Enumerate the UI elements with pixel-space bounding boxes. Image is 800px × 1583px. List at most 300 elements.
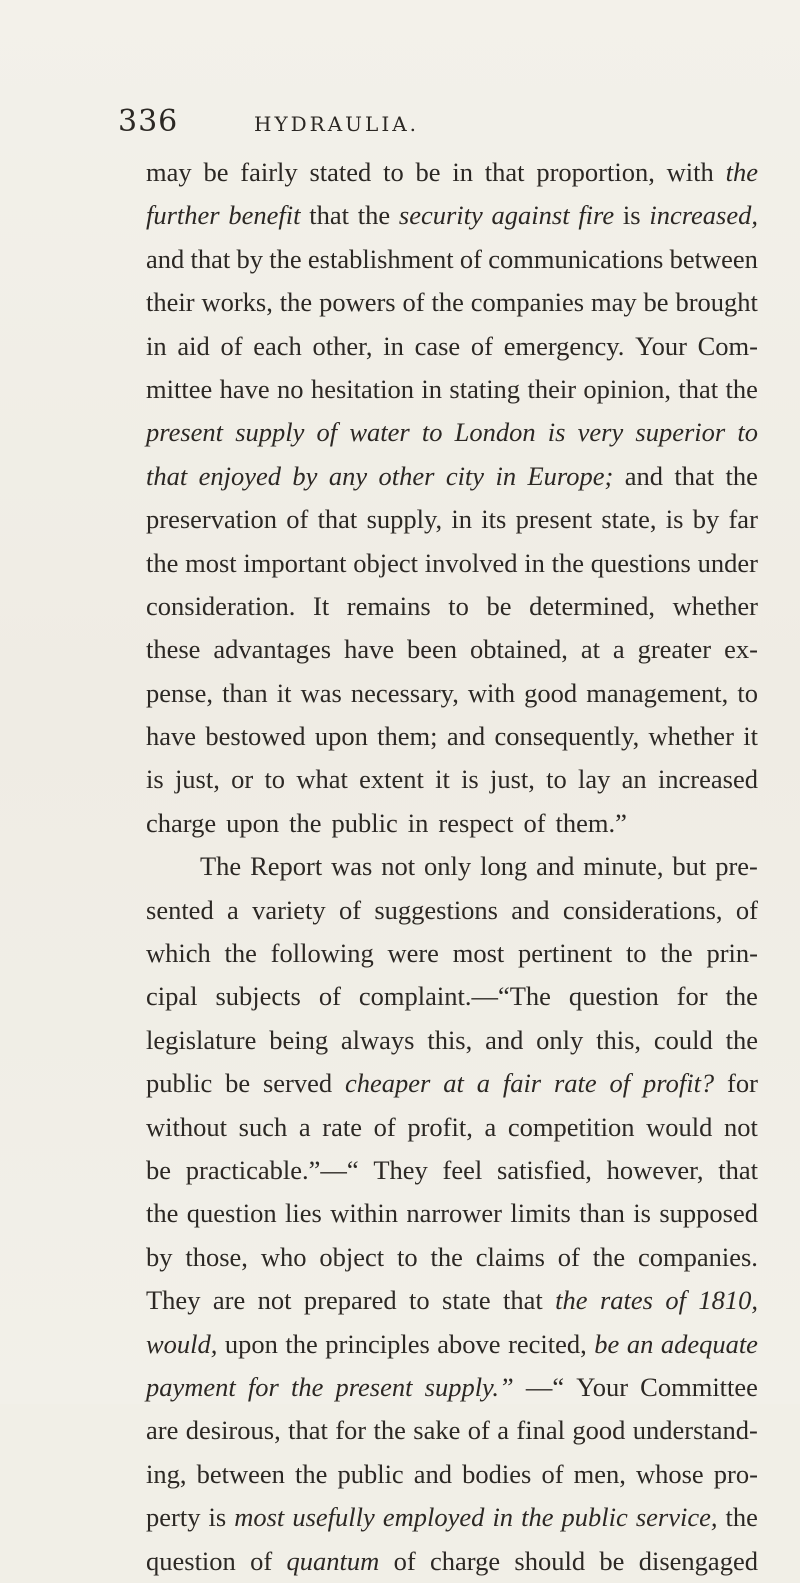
word: it (276, 677, 292, 708)
word: rate (553, 1068, 597, 1099)
word: present (515, 504, 593, 535)
word: the (725, 373, 758, 404)
word: men, (573, 1458, 626, 1489)
word: to (737, 417, 758, 448)
word: the (290, 1371, 324, 1402)
word: superior (635, 417, 726, 448)
word: minute, (583, 851, 664, 882)
word: is (622, 200, 641, 231)
word: feel (442, 1154, 483, 1185)
word: remains (346, 590, 431, 621)
word: supply.” (424, 1371, 514, 1402)
word: by (236, 243, 264, 274)
text-line (146, 1149, 758, 1192)
word: those, (185, 1241, 248, 1272)
word: public (561, 1502, 628, 1533)
word: increased (657, 764, 758, 795)
word: be (594, 1328, 620, 1359)
word: that (718, 1154, 758, 1185)
word: determined, (529, 590, 655, 621)
word: mittee (146, 373, 213, 404)
word: long (480, 851, 528, 882)
word: each (253, 330, 302, 361)
word: their (146, 287, 195, 318)
word: between (669, 243, 758, 274)
word: works, (201, 287, 273, 318)
word: such (238, 1111, 288, 1142)
word: without (146, 1111, 227, 1142)
word: other, (312, 330, 373, 361)
word: for (247, 1371, 279, 1402)
word: be (225, 1068, 251, 1099)
word: and (536, 851, 575, 882)
word: under (697, 547, 758, 578)
word: of (373, 1111, 396, 1142)
word: quantum (286, 1545, 380, 1576)
word: case (414, 330, 461, 361)
word: proportion, (536, 157, 655, 187)
text-line (146, 628, 758, 671)
word: most (234, 1502, 285, 1533)
word: in (146, 330, 167, 361)
word: lay (578, 764, 611, 795)
word: subjects (215, 981, 301, 1012)
word: against (491, 200, 570, 231)
word: the (725, 460, 758, 491)
word: a (497, 1415, 510, 1446)
word: of (402, 287, 425, 318)
word: for (335, 1415, 367, 1446)
word: to (625, 938, 647, 969)
word: a (484, 1111, 497, 1142)
word: pre- (715, 851, 758, 882)
word: most (452, 938, 505, 969)
body-text (146, 151, 758, 1583)
word: Committee (640, 1371, 758, 1402)
word: the (725, 1024, 758, 1055)
word: the (224, 938, 257, 969)
word: the (592, 1241, 626, 1272)
word: no (277, 373, 304, 404)
word: fair (502, 1068, 542, 1099)
word: brought (675, 287, 758, 318)
word: their (527, 373, 577, 404)
word: limits (510, 1198, 571, 1229)
word: that (309, 200, 349, 231)
word: of (338, 894, 362, 925)
word: practicable.”—“ (185, 1154, 359, 1185)
word: of (609, 1068, 631, 1099)
word: most (185, 547, 237, 578)
word: present (146, 417, 224, 448)
word: perty (146, 1502, 201, 1533)
word: the (357, 200, 391, 231)
word: They (146, 1285, 201, 1316)
word: be (415, 157, 441, 187)
word: whether (672, 590, 758, 621)
word: state, (601, 504, 657, 535)
word: in (407, 807, 429, 838)
text-line (146, 1366, 758, 1409)
word: legislature (146, 1024, 257, 1055)
word: rates (599, 1285, 653, 1316)
word: cipal (146, 981, 198, 1012)
word: benefit (228, 200, 301, 231)
word: upon (224, 1328, 278, 1359)
word: public (146, 1068, 213, 1099)
word: at (443, 1068, 464, 1099)
word: opinion, (583, 373, 672, 404)
word: to (383, 157, 404, 187)
text-line (146, 975, 758, 1018)
text-line (146, 1409, 758, 1452)
word: that (146, 460, 188, 491)
running-head: HYDRAULIA. (254, 112, 420, 136)
word: Your (635, 330, 687, 361)
word: enjoyed (198, 460, 282, 491)
word: the (725, 1502, 758, 1533)
word: not (257, 1285, 292, 1316)
word: pro- (713, 1458, 758, 1489)
text-line (146, 281, 758, 324)
word: fire (578, 200, 615, 231)
word: a (227, 894, 239, 925)
page-number: 336 (118, 104, 179, 139)
word: supposed (659, 1198, 758, 1229)
word: this, (596, 1024, 642, 1055)
word: this, (427, 1024, 473, 1055)
word: to (448, 590, 469, 621)
word: it (435, 764, 450, 795)
word: city (445, 460, 485, 491)
word: that (484, 157, 525, 187)
word: the (555, 1285, 588, 1316)
word: the (373, 1415, 406, 1446)
word: involved (424, 547, 518, 578)
text-line (146, 238, 758, 281)
word: by (292, 460, 318, 491)
word: in (524, 547, 545, 578)
word: be (486, 590, 512, 621)
text-line (146, 585, 758, 628)
word: were (387, 938, 439, 969)
word: pertinent (518, 938, 613, 969)
text-line (146, 1540, 758, 1583)
word: of (286, 504, 309, 535)
word: Com- (697, 330, 758, 361)
word: consideration. (146, 590, 296, 621)
word: profit? (643, 1068, 715, 1099)
word: be (599, 1545, 625, 1576)
word: these (146, 634, 201, 665)
word: bestowed (205, 721, 306, 752)
word: being (269, 1024, 329, 1055)
word: pense, (146, 677, 213, 708)
word: water (349, 417, 410, 448)
word: to (396, 1241, 418, 1272)
word: which (146, 938, 211, 969)
word: They (373, 1154, 428, 1185)
word: lies (285, 1198, 322, 1229)
word: of (250, 1545, 273, 1576)
word: principles (325, 1328, 430, 1359)
word: state (442, 1285, 491, 1316)
word: of (459, 243, 482, 274)
word: the (289, 807, 322, 838)
word: in (452, 157, 473, 187)
word: of (541, 1458, 564, 1489)
word: question (146, 1545, 236, 1576)
text-line (146, 542, 758, 585)
word: the (725, 981, 758, 1012)
word: Europe; (527, 460, 614, 491)
word: charge (146, 807, 217, 838)
word: that (503, 1285, 543, 1316)
word: security (398, 200, 483, 231)
word: The (200, 851, 242, 882)
word: is (665, 504, 684, 535)
word: and (146, 243, 185, 274)
word: usefully (292, 1502, 375, 1533)
word: respect (438, 807, 514, 838)
word: ex- (724, 634, 758, 665)
word: but (672, 851, 707, 882)
word: are (212, 1285, 246, 1316)
word: and (624, 460, 663, 491)
word: obtained, (470, 634, 568, 665)
word: that (674, 460, 715, 491)
text-line (146, 1236, 758, 1279)
word: recited, (508, 1328, 587, 1359)
word: Your (576, 1371, 629, 1402)
word: with (467, 677, 516, 708)
word: an (626, 1328, 654, 1359)
word: whether (648, 721, 734, 752)
word: in (451, 504, 473, 535)
text-line (146, 1496, 758, 1539)
word: aid (177, 330, 210, 361)
word: emergency. (503, 330, 625, 361)
word: always (340, 1024, 415, 1055)
word: served (262, 1068, 333, 1099)
word: to (409, 1285, 430, 1316)
word: sake (413, 1415, 461, 1446)
word: the (725, 157, 758, 187)
word: of (467, 1415, 490, 1446)
word: them; (377, 721, 438, 752)
word: than (222, 677, 268, 708)
word: is (146, 764, 164, 795)
word: complaint.—“The (358, 981, 551, 1012)
word: disengaged (638, 1545, 758, 1576)
word: advantages (213, 634, 332, 665)
word: London (454, 417, 536, 448)
word: of (220, 330, 243, 361)
word: following (270, 938, 374, 969)
word: any (328, 460, 368, 491)
word: service, (635, 1502, 718, 1533)
word: by (692, 504, 720, 535)
word: the (521, 1502, 554, 1533)
text-line (146, 672, 758, 715)
word: be (203, 157, 229, 187)
word: or (231, 764, 254, 795)
word: object (353, 547, 418, 578)
word: necessary, (350, 677, 459, 708)
text-line (146, 1192, 758, 1235)
word: of (735, 894, 758, 925)
word: establishment (307, 243, 454, 274)
word: present (335, 1371, 413, 1402)
word: profit, (407, 1111, 473, 1142)
word: questions (590, 547, 691, 578)
text-line (146, 151, 758, 194)
word: extent (359, 764, 424, 795)
word: variety (252, 894, 326, 925)
word: upon (314, 721, 368, 752)
word: a (298, 1111, 311, 1142)
word: very (577, 417, 624, 448)
text-line (146, 932, 758, 975)
word: only (536, 1024, 584, 1055)
word: of (470, 330, 493, 361)
word: are (146, 1415, 179, 1446)
word: was (300, 677, 342, 708)
word: for (727, 1068, 758, 1099)
text-line (146, 1279, 758, 1322)
word: them.” (555, 807, 627, 838)
word: that (678, 373, 719, 404)
word: to (546, 764, 567, 795)
word: important (243, 547, 347, 578)
word: have (146, 721, 197, 752)
text-line (146, 889, 758, 932)
word: the (146, 547, 179, 578)
word: the (279, 287, 313, 318)
word: bodies (462, 1458, 532, 1489)
word: far (728, 504, 758, 535)
word: is (208, 1502, 227, 1533)
text-line (146, 715, 758, 758)
word: whose (635, 1458, 704, 1489)
word: claims (475, 1241, 545, 1272)
word: a (612, 634, 625, 665)
word: sented (146, 894, 214, 925)
word: further (146, 200, 220, 231)
word: have (219, 373, 270, 404)
word: communications (488, 243, 664, 274)
word: a (476, 1068, 490, 1099)
word: of (523, 807, 546, 838)
word: the (146, 1198, 179, 1229)
word: 1810, (698, 1285, 758, 1316)
word: the (551, 547, 584, 578)
word: public (331, 807, 398, 838)
word: the (430, 1241, 463, 1272)
text-line (146, 1019, 758, 1062)
word: in (421, 373, 442, 404)
word: —“ (525, 1371, 565, 1402)
word: preservation (146, 504, 277, 535)
word: charge (429, 1545, 501, 1576)
word: ing, (146, 1458, 187, 1489)
text-line (146, 1453, 758, 1496)
word: may (146, 157, 192, 187)
word: to (264, 764, 286, 795)
word: Report (250, 851, 323, 882)
word: suggestions (374, 894, 498, 925)
text-line (146, 1323, 758, 1366)
word: upon (226, 807, 280, 838)
word: understand- (632, 1415, 758, 1446)
word: the (294, 1458, 328, 1489)
word: increased, (649, 200, 758, 231)
word: powers (319, 287, 396, 318)
word: be (643, 287, 669, 318)
word: payment (146, 1371, 236, 1402)
word: of (318, 981, 341, 1012)
word: than (579, 1198, 625, 1229)
word: with (666, 157, 714, 187)
word: and (511, 894, 550, 925)
word: was (331, 851, 373, 882)
word: consequently, (494, 721, 640, 752)
word: final (516, 1415, 565, 1446)
text-line (146, 1062, 758, 1105)
word: prin- (706, 938, 758, 969)
word: an (621, 764, 647, 795)
word: could (653, 1024, 713, 1055)
word: to (737, 677, 758, 708)
word: of (557, 1241, 580, 1272)
word: the (269, 243, 302, 274)
word: hesitation (310, 373, 414, 404)
word: cheaper (345, 1068, 431, 1099)
word: is (547, 417, 566, 448)
word: is (633, 1198, 651, 1229)
word: other (378, 460, 435, 491)
word: have (344, 634, 395, 665)
word: companies. (637, 1241, 758, 1272)
word: it (743, 721, 758, 752)
word: however, (606, 1154, 704, 1185)
word: object (319, 1241, 385, 1272)
text-line (146, 411, 758, 454)
word: to (421, 417, 443, 448)
text-line (146, 368, 758, 411)
word: just, (490, 764, 535, 795)
word: companies (470, 287, 585, 318)
word: adequate (660, 1328, 758, 1359)
text-line (146, 802, 758, 845)
word: who (260, 1241, 307, 1272)
word: greater (637, 634, 712, 665)
word: at (580, 634, 600, 665)
word: stated (309, 157, 372, 187)
word: management, (586, 677, 729, 708)
word: the (431, 287, 464, 318)
word: fairly (240, 157, 298, 187)
text-line (146, 845, 758, 888)
word: narrower (406, 1198, 502, 1229)
word: would (646, 1111, 713, 1142)
word: not (381, 851, 416, 882)
text-line (146, 325, 758, 368)
word: by (146, 1241, 173, 1272)
word: stating (449, 373, 521, 404)
word: that (190, 243, 231, 274)
word: in (492, 1502, 514, 1533)
